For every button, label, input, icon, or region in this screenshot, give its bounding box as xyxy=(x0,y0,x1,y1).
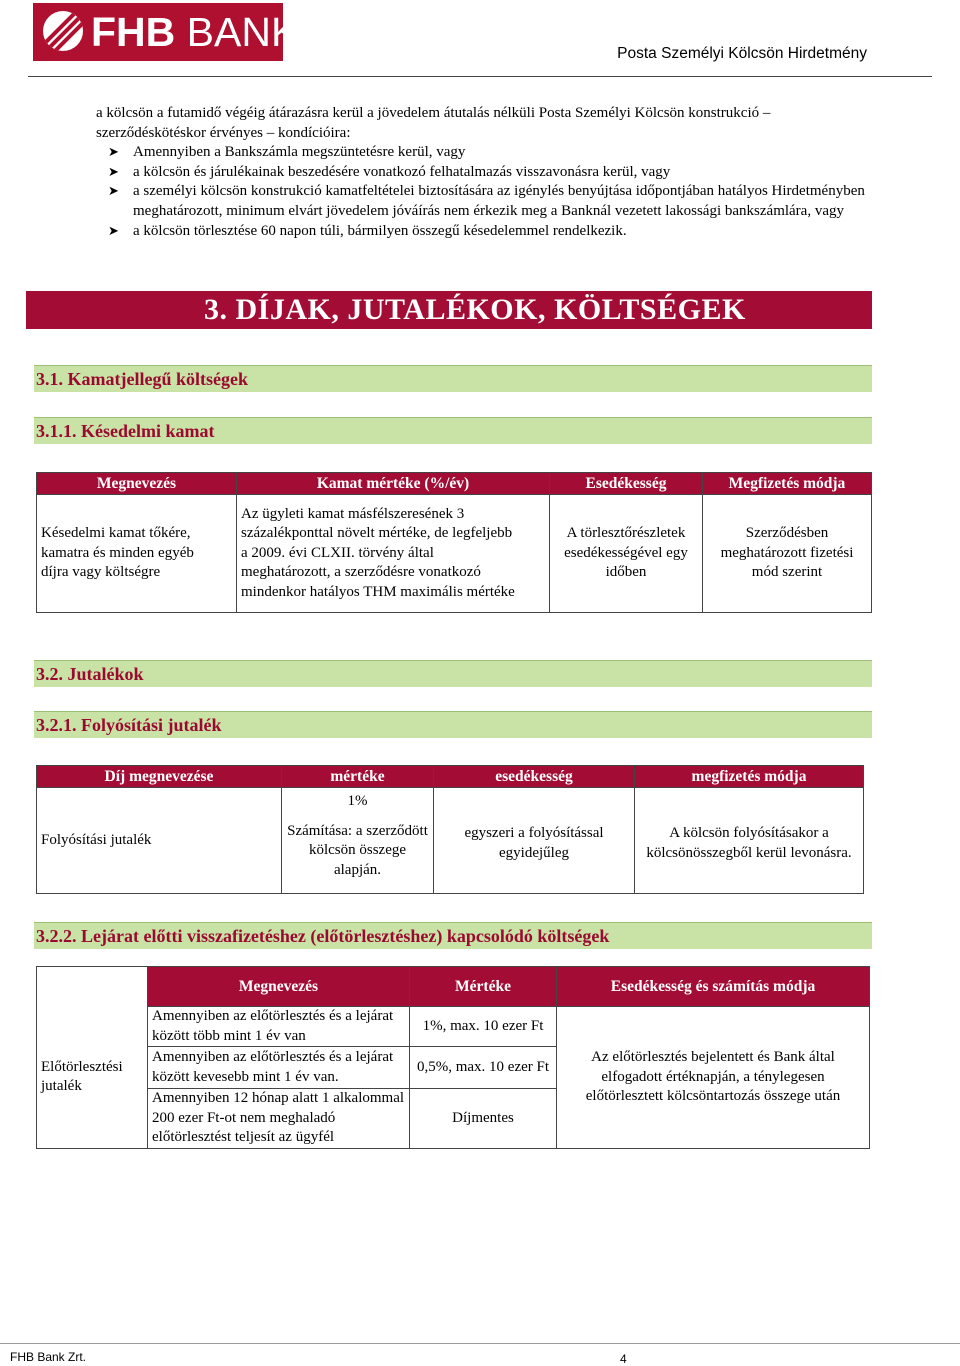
disbursement-fee-table xyxy=(36,765,864,894)
rate-note: Számítása: a szerződött kölcsön összege alapján. xyxy=(287,822,428,878)
section-3-1-heading: 3.1. Kamatjellegű költségek xyxy=(34,365,872,392)
table-row xyxy=(37,1007,870,1047)
arrow-bullet-icon: ➤ xyxy=(108,164,119,180)
table-cell: Késedelmi kamat tőkére, kamatra és minden egyéb díjra vagy költségre xyxy=(37,495,237,613)
section-3-2-heading: 3.2. Jutalékok xyxy=(34,660,872,687)
condition-list xyxy=(96,143,866,241)
column-header: esedékesség xyxy=(434,766,635,788)
fhb-bank-logo xyxy=(33,3,299,61)
footer-divider xyxy=(0,1343,960,1344)
table-header-row xyxy=(37,967,870,1007)
section-3-2-2-heading: 3.2.2. Lejárat előtti visszafizetéshez (előtörlesztéshez) kapcsolódó költségek xyxy=(34,922,872,949)
section-3-1-1-heading: 3.1.1. Késedelmi kamat xyxy=(34,417,872,444)
column-header: Kamat mértéke (%/év) xyxy=(237,473,550,495)
section-3-heading: 3. DÍJAK, JUTALÉKOK, KÖLTSÉGEK xyxy=(26,291,872,329)
table-header-row xyxy=(37,473,872,495)
column-header: Esedékesség xyxy=(550,473,703,495)
intro-lead: a kölcsön a futamidő végéig átárazásra kerül a jövedelem átutalás nélküli Posta Személyi Kölcsön konstrukció – szerződéskötéskor érvényes – kondícióira: xyxy=(96,105,771,141)
column-header: Megnevezés xyxy=(148,967,410,1007)
list-item: ➤ Amennyiben a Bankszámla megszüntetésre kerül, vagy xyxy=(96,143,866,163)
section-3-2-1-heading: 3.2.1. Folyósítási jutalék xyxy=(34,711,872,738)
logo-text: FHB BANK xyxy=(91,9,299,55)
fhb-logo-mark-icon xyxy=(43,11,83,51)
table-cell: Az előtörlesztés bejelentett és Bank által elfogadott értéknapján, a ténylegesen előtörlesztett kölcsöntartozás összege után xyxy=(557,1007,870,1149)
column-header: Díj megnevezése xyxy=(37,766,282,788)
table-cell: Előtörlesztési jutalék xyxy=(37,967,148,1149)
rate-value: 1% xyxy=(347,793,368,809)
column-header: Mértéke xyxy=(410,967,557,1007)
table-cell: Szerződésben meghatározott fizetési mód szerint xyxy=(703,495,872,613)
arrow-bullet-icon: ➤ xyxy=(108,184,119,200)
late-interest-table xyxy=(36,472,872,613)
document-title: Posta Személyi Kölcsön Hirdetmény xyxy=(617,45,867,62)
table-cell xyxy=(282,788,434,894)
table-cell: Az ügyleti kamat másfélszeresének 3 százalékponttal növelt mértéke, de legfeljebb a 2009. évi CLXII. törvény által meghatározott, a szerződésre vonatkozó mindenkor hatályos THM maximális mértéke xyxy=(237,495,550,613)
column-header: Megnevezés xyxy=(37,473,237,495)
column-header: Esedékesség és számítás módja xyxy=(557,967,870,1007)
table-header-row xyxy=(37,766,864,788)
table-cell: Folyósítási jutalék xyxy=(37,788,282,894)
table-cell: Amennyiben 12 hónap alatt 1 alkalommal 200 ezer Ft-ot nem meghaladó előtörlesztést teljesít az ügyfél xyxy=(148,1089,410,1149)
table-cell: Amennyiben az előtörlesztés és a lejárat között kevesebb mint 1 év van. xyxy=(148,1047,410,1089)
table-cell: Díjmentes xyxy=(410,1089,557,1149)
arrow-bullet-icon: ➤ xyxy=(108,223,119,239)
list-item: ➤ a kölcsön és járulékainak beszedésére vonatkozó felhatalmazás visszavonásra kerül, vagy xyxy=(96,163,866,183)
list-item: ➤ a kölcsön törlesztése 60 napon túli, bármilyen összegű késedelemmel rendelkezik. xyxy=(96,222,866,242)
prepayment-fee-table xyxy=(36,966,870,1149)
table-cell: 1%, max. 10 ezer Ft xyxy=(410,1007,557,1047)
table-cell: Amennyiben az előtörlesztés és a lejárat között több mint 1 év van xyxy=(148,1007,410,1047)
table-cell: 0,5%, max. 10 ezer Ft xyxy=(410,1047,557,1089)
column-header: mértéke xyxy=(282,766,434,788)
table-cell: A kölcsön folyósításakor a kölcsönösszegből kerül levonásra. xyxy=(635,788,864,894)
table-row xyxy=(37,788,864,894)
arrow-bullet-icon: ➤ xyxy=(108,145,119,161)
column-header: Megfizetés módja xyxy=(703,473,872,495)
page-number: 4 xyxy=(620,1352,627,1366)
footer-company: FHB Bank Zrt. xyxy=(10,1350,87,1364)
table-cell: A törlesztőrészletek esedékességével egy időben xyxy=(550,495,703,613)
column-header: megfizetés módja xyxy=(635,766,864,788)
table-row xyxy=(37,495,872,613)
table-cell: egyszeri a folyósítással egyidejűleg xyxy=(434,788,635,894)
intro-conditions xyxy=(96,104,866,241)
header-divider xyxy=(28,76,932,77)
list-item: ➤ a személyi kölcsön konstrukció kamatfeltételei biztosítására az igénylés benyújtása időpontjában hatályos Hirdetményben meghatározott, minimum elvárt jövedelem jóváírás nem érkezik meg a Banknál vezetett lakossági bankszámlára, vagy xyxy=(108,183,865,219)
